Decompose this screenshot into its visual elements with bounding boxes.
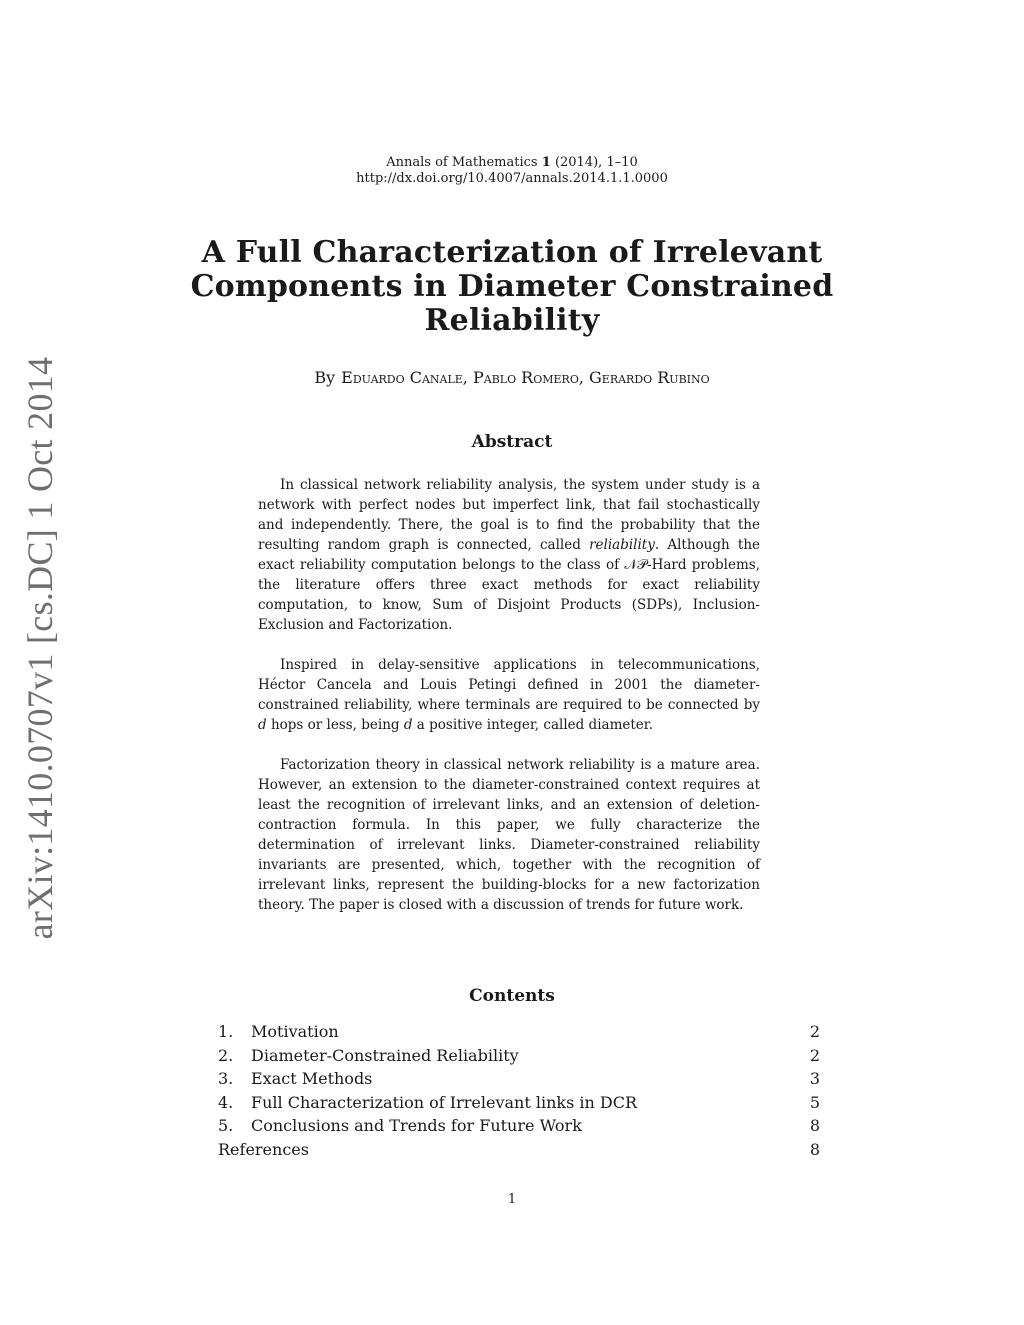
toc-page: 3: [809, 1069, 820, 1088]
abstract-p1-text-a: In classical network reliability analysis, the system under study is a network with perfect nodes but imperfect link, that fail stochastically and independently. There, the goal is to find the probability that the resulting random graph is connected, called: [258, 477, 760, 553]
journal-header: [0, 155, 1024, 187]
toc-page: 2: [809, 1045, 820, 1065]
journal-year: (2014),: [554, 155, 603, 170]
toc-page: 8: [809, 1139, 820, 1159]
journal-volume: 1: [541, 155, 551, 170]
toc-page: 2: [809, 1022, 820, 1041]
toc-entry-conclusions[interactable]: [218, 1114, 820, 1138]
toc-page: 5: [809, 1092, 820, 1112]
contents-heading: Contents: [469, 986, 555, 1006]
toc-entry-exact-methods[interactable]: [218, 1067, 820, 1091]
abstract-p2-text-b: hops or less, being: [266, 717, 404, 733]
abstract-heading: Abstract: [471, 432, 553, 452]
journal-name: Annals of Mathematics: [386, 155, 538, 170]
toc-label: Conclusions and Trends for Future Work: [251, 1116, 582, 1135]
toc-page: 8: [809, 1116, 820, 1135]
journal-pages: 1–10: [606, 155, 638, 170]
toc-label: Motivation: [251, 1022, 339, 1041]
author-line: [0, 368, 1024, 388]
abstract-paragraph-3: Factorization theory in classical network reliability is a mature area. However, an extension to the diameter-constrained context requires at least the recognition of irrelevant links, and an extension of deletion-contraction formula. In this paper, we fully characterize the determination of irrelevant links. Diameter-constrained reliability invariants are presented, which, together with the recognition of irrelevant links, represent the building-blocks for a new factorization theory. The paper is closed with a discussion of trends for future work.: [258, 757, 760, 913]
abstract-p2-text-c: a positive integer, called diameter.: [412, 717, 654, 733]
abstract-paragraph-1: [258, 475, 760, 635]
toc-label: Diameter-Constrained Reliability: [251, 1045, 519, 1065]
toc-number: 5.: [218, 1116, 234, 1135]
paper-title: [0, 236, 1024, 338]
toc-number: 4.: [218, 1092, 234, 1112]
toc-entry-motivation[interactable]: [218, 1020, 820, 1044]
abstract-p2-var-d2: d: [403, 717, 413, 733]
title-line-1: A Full Characterization of Irrelevant: [201, 235, 823, 270]
toc-entry-references[interactable]: [218, 1138, 820, 1162]
toc-number: 1.: [218, 1022, 234, 1041]
abstract-p1-emphasis: reliability: [589, 537, 655, 553]
page-number: 1: [507, 1192, 517, 1207]
toc-number: 3.: [218, 1069, 234, 1088]
author-names: Eduardo Canale, Pablo Romero, Gerardo Rubino: [341, 368, 710, 387]
table-of-contents: [218, 1020, 820, 1161]
title-line-2: Components in Diameter Constrained: [190, 269, 834, 304]
toc-number: 2.: [218, 1045, 234, 1065]
toc-label: Full Characterization of Irrelevant links in DCR: [251, 1092, 638, 1112]
toc-label: Exact Methods: [251, 1069, 373, 1088]
abstract-p2-var-d1: d: [258, 717, 267, 733]
abstract-body: [258, 475, 760, 935]
author-by: By: [314, 368, 336, 387]
journal-citation: [0, 155, 1024, 171]
journal-doi[interactable]: http://dx.doi.org/10.4007/annals.2014.1.1.0000: [356, 171, 668, 186]
toc-entry-full-characterization[interactable]: [218, 1091, 820, 1115]
toc-label: References: [218, 1139, 309, 1159]
abstract-p2-text-a: Inspired in delay-sensitive applications in telecommunications, Héctor Cancela and Louis Petingi defined in 2001 the diameter-constrained reliability, where terminals are required to be connected by: [258, 657, 760, 713]
abstract-p1-text-b: . Although the exact reliability computation belongs to the class of 𝒩𝒫-Hard problems, the literature offers three exact methods for exact reliability computation, to know, Sum of Disjoint Products (SDPs), Inclusion-Exclusion and Factorization.: [258, 537, 761, 633]
abstract-paragraph-2: [258, 655, 760, 735]
arxiv-identifier[interactable]: arXiv:1410.0707v1 [cs.DC] 1 Oct 2014: [20, 356, 60, 940]
toc-entry-dcr[interactable]: [218, 1044, 820, 1068]
title-line-3: Reliability: [424, 303, 600, 338]
